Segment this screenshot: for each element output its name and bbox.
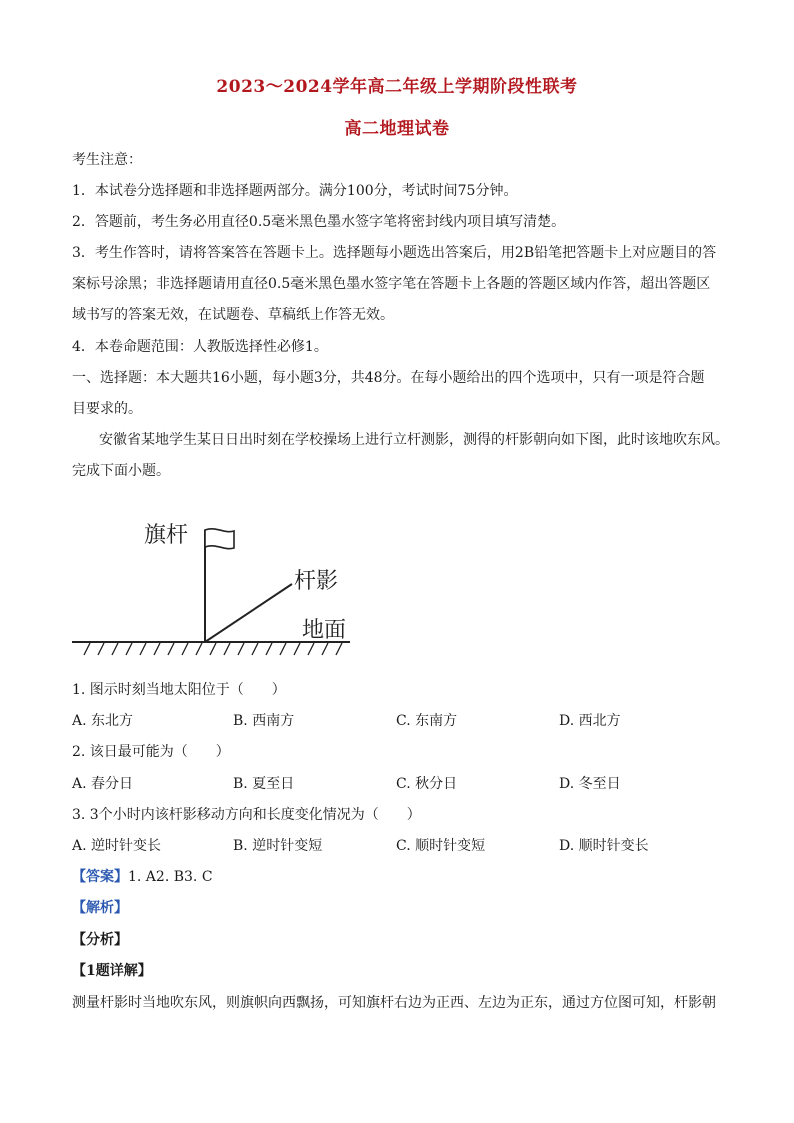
analysis-tag: 【解析】 bbox=[72, 900, 128, 916]
question-2-option-d: D. 冬至日 bbox=[559, 776, 621, 792]
question-3-option-d: D. 顺时针变长 bbox=[559, 838, 649, 854]
label-ground: 地面 bbox=[302, 618, 347, 643]
ground-hatching bbox=[84, 643, 342, 655]
section-1-instructions-line-2: 目要求的。 bbox=[72, 401, 142, 417]
passage-line-1: 安徽省某地学生某日日出时刻在学校操场上进行立杆测影，测得的杆影朝向如下图，此时该地吹东风。 bbox=[99, 432, 729, 448]
question-3-stem: 3. 3个小时内该杆影移动方向和长度变化情况为（ ） bbox=[72, 807, 421, 823]
analysis-subtag: 【分析】 bbox=[72, 932, 128, 948]
question-2-stem: 2. 该日最可能为（ ） bbox=[72, 744, 230, 760]
question-1-option-b: B. 西南方 bbox=[233, 713, 295, 729]
question-1-option-c: C. 东南方 bbox=[396, 713, 458, 729]
answer-tag: 【答案】 bbox=[72, 869, 128, 885]
exam-title: 2023～2024学年高二年级上学期阶段性联考 bbox=[216, 77, 578, 97]
question-2-option-b: B. 夏至日 bbox=[233, 776, 295, 792]
notice-item-3-line-3: 域书写的答案无效，在试题卷、草稿纸上作答无效。 bbox=[72, 307, 394, 323]
question-1-option-a: A. 东北方 bbox=[72, 713, 134, 729]
exam-subtitle: 高二地理试卷 bbox=[344, 119, 450, 139]
question-3-option-a: A. 逆时针变长 bbox=[72, 838, 162, 854]
answer-text: 1. A2. B3. C bbox=[128, 869, 213, 885]
notice-item-1: 1．本试卷分选择题和非选择题两部分。满分100分，考试时间75分钟。 bbox=[72, 183, 518, 199]
flag-icon bbox=[205, 529, 234, 549]
question-1-detail-text: 测量杆影时当地吹东风，则旗帜向西飘扬，可知旗杆右边为正西、左边为正东，通过方位图可知，杆影朝 bbox=[72, 995, 716, 1011]
question-1-detail-title: 【1题详解】 bbox=[72, 963, 152, 979]
notice-heading: 考生注意： bbox=[72, 152, 142, 168]
question-2-option-a: A. 春分日 bbox=[72, 776, 134, 792]
answer-line bbox=[72, 867, 722, 887]
notice-item-2: 2．答题前，考生务必用直径0.5毫米黑色墨水签字笔将密封线内项目填写清楚。 bbox=[72, 214, 566, 230]
label-shadow: 杆影 bbox=[294, 569, 339, 594]
question-1-stem: 1. 图示时刻当地太阳位于（ ） bbox=[72, 682, 286, 698]
question-2-option-c: C. 秋分日 bbox=[396, 776, 458, 792]
passage-line-2: 完成下面小题。 bbox=[72, 463, 170, 479]
pole-shadow bbox=[205, 584, 292, 642]
label-flagpole: 旗杆 bbox=[144, 523, 189, 548]
flagpole-shadow-diagram bbox=[72, 510, 362, 665]
notice-item-3-line-2: 案标号涂黑；非选择题请用直径0.5毫米黑色墨水签字笔在答题卡上各题的答题区域内作答，超出答题区 bbox=[72, 276, 711, 292]
question-3-option-b: B. 逆时针变短 bbox=[233, 838, 323, 854]
notice-item-3-line-1: 3．考生作答时，请将答案答在答题卡上。选择题每小题选出答案后，用2B铅笔把答题卡上对应题目的答 bbox=[72, 245, 717, 261]
question-3-option-c: C. 顺时针变短 bbox=[396, 838, 486, 854]
notice-item-4: 4．本卷命题范围：人教版选择性必修1。 bbox=[72, 339, 328, 355]
section-1-instructions-line-1: 一、选择题：本大题共16小题，每小题3分，共48分。在每小题给出的四个选项中，只有一项是符合题 bbox=[72, 370, 705, 386]
question-1-option-d: D. 西北方 bbox=[559, 713, 621, 729]
